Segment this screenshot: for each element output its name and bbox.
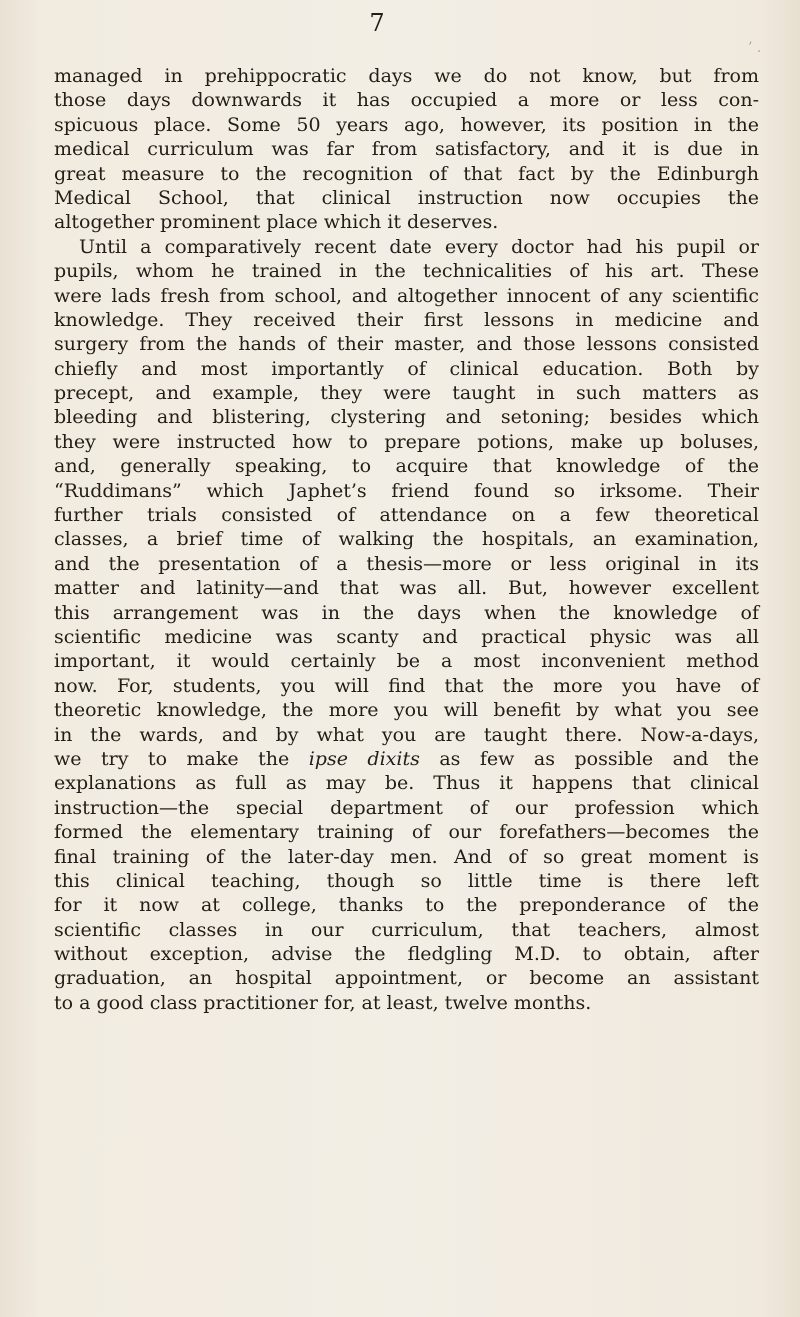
text-line: this clinical teaching, though so little time is there left <box>54 869 759 892</box>
text-line: and, generally speaking, to acquire that knowledge of the <box>54 455 759 478</box>
text-line: in the wards, and by what you are taught there. Now-a-days, <box>54 723 759 746</box>
text-line: Medical School, that clinical instruction now occupies the <box>54 186 759 209</box>
text-line: scientific medicine was scanty and practical physic was all <box>54 625 759 648</box>
text-segment: as few as possible and the <box>419 747 759 770</box>
text-line: matter and latinity—and that was all. But, however excellent <box>54 577 759 600</box>
text-line: final training of the later-day men. And of so great moment is <box>54 845 759 868</box>
text-line: and the presentation of a thesis—more or less original in its <box>54 552 759 575</box>
text-line: they were instructed how to prepare potions, make up boluses, <box>54 430 759 453</box>
text-line: this arrangement was in the days when the knowledge of <box>54 601 759 624</box>
text-line: theoretic knowledge, the more you will benefit by what you see <box>54 699 759 722</box>
text-line: instruction—the special department of our profession which <box>54 796 759 819</box>
body-text <box>54 64 759 1015</box>
text-line: scientific classes in our curriculum, that teachers, almost <box>54 918 759 941</box>
text-line: were lads fresh from school, and altogether innocent of any scientific <box>54 284 759 307</box>
text-line: further trials consisted of attendance on a few theoretical <box>54 504 759 527</box>
text-line: managed in prehippocratic days we do not know, but from <box>54 65 759 87</box>
text-line: classes, a brief time of walking the hospitals, an examination, <box>54 528 759 551</box>
page-corner-mark: ’ . <box>748 40 762 56</box>
text-line: great measure to the recognition of that fact by the Edinburgh <box>54 162 759 185</box>
text-line: “Ruddimans” which Japhet’s friend found so irksome. Their <box>54 479 759 502</box>
text-line: for it now at college, thanks to the preponderance of the <box>54 894 759 917</box>
text-line: those days downwards it has occupied a more or less con- <box>54 89 759 112</box>
text-line: surgery from the hands of their master, and those lessons consisted <box>54 333 759 356</box>
text-line: altogether prominent place which it deserves. <box>54 211 499 234</box>
text-line: now. For, students, you will find that the more you have of <box>54 674 759 697</box>
text-line: to a good class practitioner for, at least, twelve months. <box>54 991 592 1014</box>
text-line: formed the elementary training of our forefathers—becomes the <box>54 821 759 844</box>
page-number: 7 <box>369 9 385 37</box>
text-line: explanations as full as may be. Thus it happens that clinical <box>54 772 759 795</box>
text-line: precept, and example, they were taught in such matters as <box>54 382 759 405</box>
text-line: without exception, advise the fledgling M.D. to obtain, after <box>54 943 759 966</box>
text-line: Until a comparatively recent date every doctor had his pupil or <box>79 235 759 258</box>
text-line: knowledge. They received their first lessons in medicine and <box>54 308 759 331</box>
text-line: medical curriculum was far from satisfactory, and it is due in <box>54 138 759 161</box>
text-line: graduation, an hospital appointment, or become an assistant <box>54 967 759 990</box>
text-line: important, it would certainly be a most inconvenient method <box>54 650 759 673</box>
text-line: bleeding and blistering, clystering and setoning; besides which <box>54 406 759 429</box>
text-segment: we try to make the <box>54 747 309 770</box>
italic-phrase: ipse dixits <box>308 747 420 770</box>
text-line: chiefly and most importantly of clinical education. Both by <box>54 357 759 380</box>
text-line: pupils, whom he trained in the technicalities of his art. These <box>54 260 759 283</box>
text-line-with-italic <box>54 747 759 771</box>
text-line: spicuous place. Some 50 years ago, however, its position in the <box>54 113 759 136</box>
